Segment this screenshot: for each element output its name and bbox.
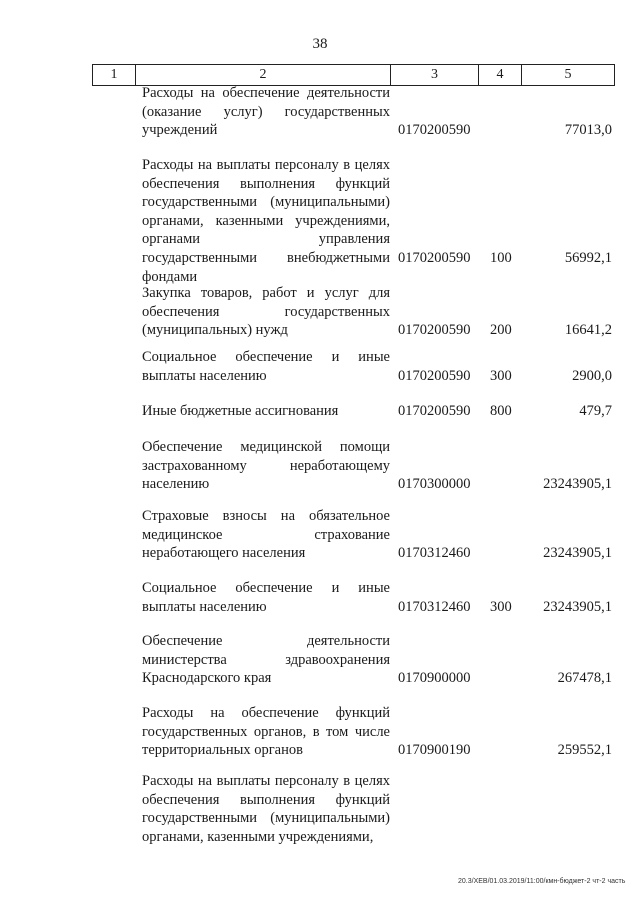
- row-code: 0170900190: [398, 742, 471, 758]
- row-type: 200: [490, 322, 512, 338]
- header-col-5: 5: [522, 65, 615, 86]
- row-type: 100: [490, 250, 512, 266]
- row-amount: 479,7: [579, 403, 612, 419]
- column-header: [92, 64, 615, 86]
- row-type: 800: [490, 403, 512, 419]
- row-code: 0170900000: [398, 670, 471, 686]
- row-description: Социальное обеспечение и иные выплаты населению: [142, 349, 390, 384]
- row-code: 0170312460: [398, 599, 471, 615]
- row-description: Расходы на выплаты персоналу в целях обеспечения выполнения функций государственными (муниципальными) органами, казенными учреждениями,: [142, 773, 390, 845]
- row-code: 0170200590: [398, 250, 471, 266]
- row-amount: 259552,1: [557, 742, 612, 758]
- row-code: 0170200590: [398, 368, 471, 384]
- row-type: 300: [490, 368, 512, 384]
- row-description: Закупка товаров, работ и услуг для обеспечения государственных (муниципальных) нужд: [142, 285, 390, 339]
- row-amount: 23243905,1: [543, 545, 612, 561]
- row-description: Страховые взносы на обязательное медицинское страхование неработающего населения: [142, 508, 390, 562]
- document-footer: 20.3/ХЕВ/01.03.2019/11:00/кмн-бюджет-2 чт-2 часть: [458, 878, 626, 885]
- row-amount: 16641,2: [564, 322, 612, 338]
- row-description: Иные бюджетные ассигнования: [142, 403, 339, 419]
- row-amount: 77013,0: [564, 122, 612, 138]
- row-code: 0170300000: [398, 476, 471, 492]
- row-code: 0170200590: [398, 403, 471, 419]
- row-description: Расходы на выплаты персоналу в целях обеспечения выполнения функций государственными (муниципальными) органами, казенными учреждениями, органами управления государственными внебюджетными фондами: [142, 157, 390, 285]
- row-code: 0170200590: [398, 122, 471, 138]
- row-description: Социальное обеспечение и иные выплаты населению: [142, 580, 390, 615]
- header-col-2: 2: [136, 65, 391, 86]
- page-number: 38: [312, 36, 328, 52]
- row-type: 300: [490, 599, 512, 615]
- row-description: Обеспечение деятельности министерства здравоохранения Краснодарского края: [142, 633, 390, 687]
- row-description: Обеспечение медицинской помощи застрахованному неработающему населению: [142, 439, 390, 493]
- header-col-1: 1: [93, 65, 136, 86]
- row-amount: 267478,1: [557, 670, 612, 686]
- row-description: Расходы на обеспечение деятельности (оказание услуг) государственных учреждений: [142, 85, 390, 139]
- header-col-4: 4: [479, 65, 522, 86]
- row-amount: 2900,0: [572, 368, 612, 384]
- row-code: 0170312460: [398, 545, 471, 561]
- row-code: 0170200590: [398, 322, 471, 338]
- row-amount: 23243905,1: [543, 476, 612, 492]
- row-amount: 56992,1: [564, 250, 612, 266]
- row-description: Расходы на обеспечение функций государственных органов, в том числе территориальных органов: [142, 705, 390, 759]
- header-col-3: 3: [391, 65, 479, 86]
- row-amount: 23243905,1: [543, 599, 612, 615]
